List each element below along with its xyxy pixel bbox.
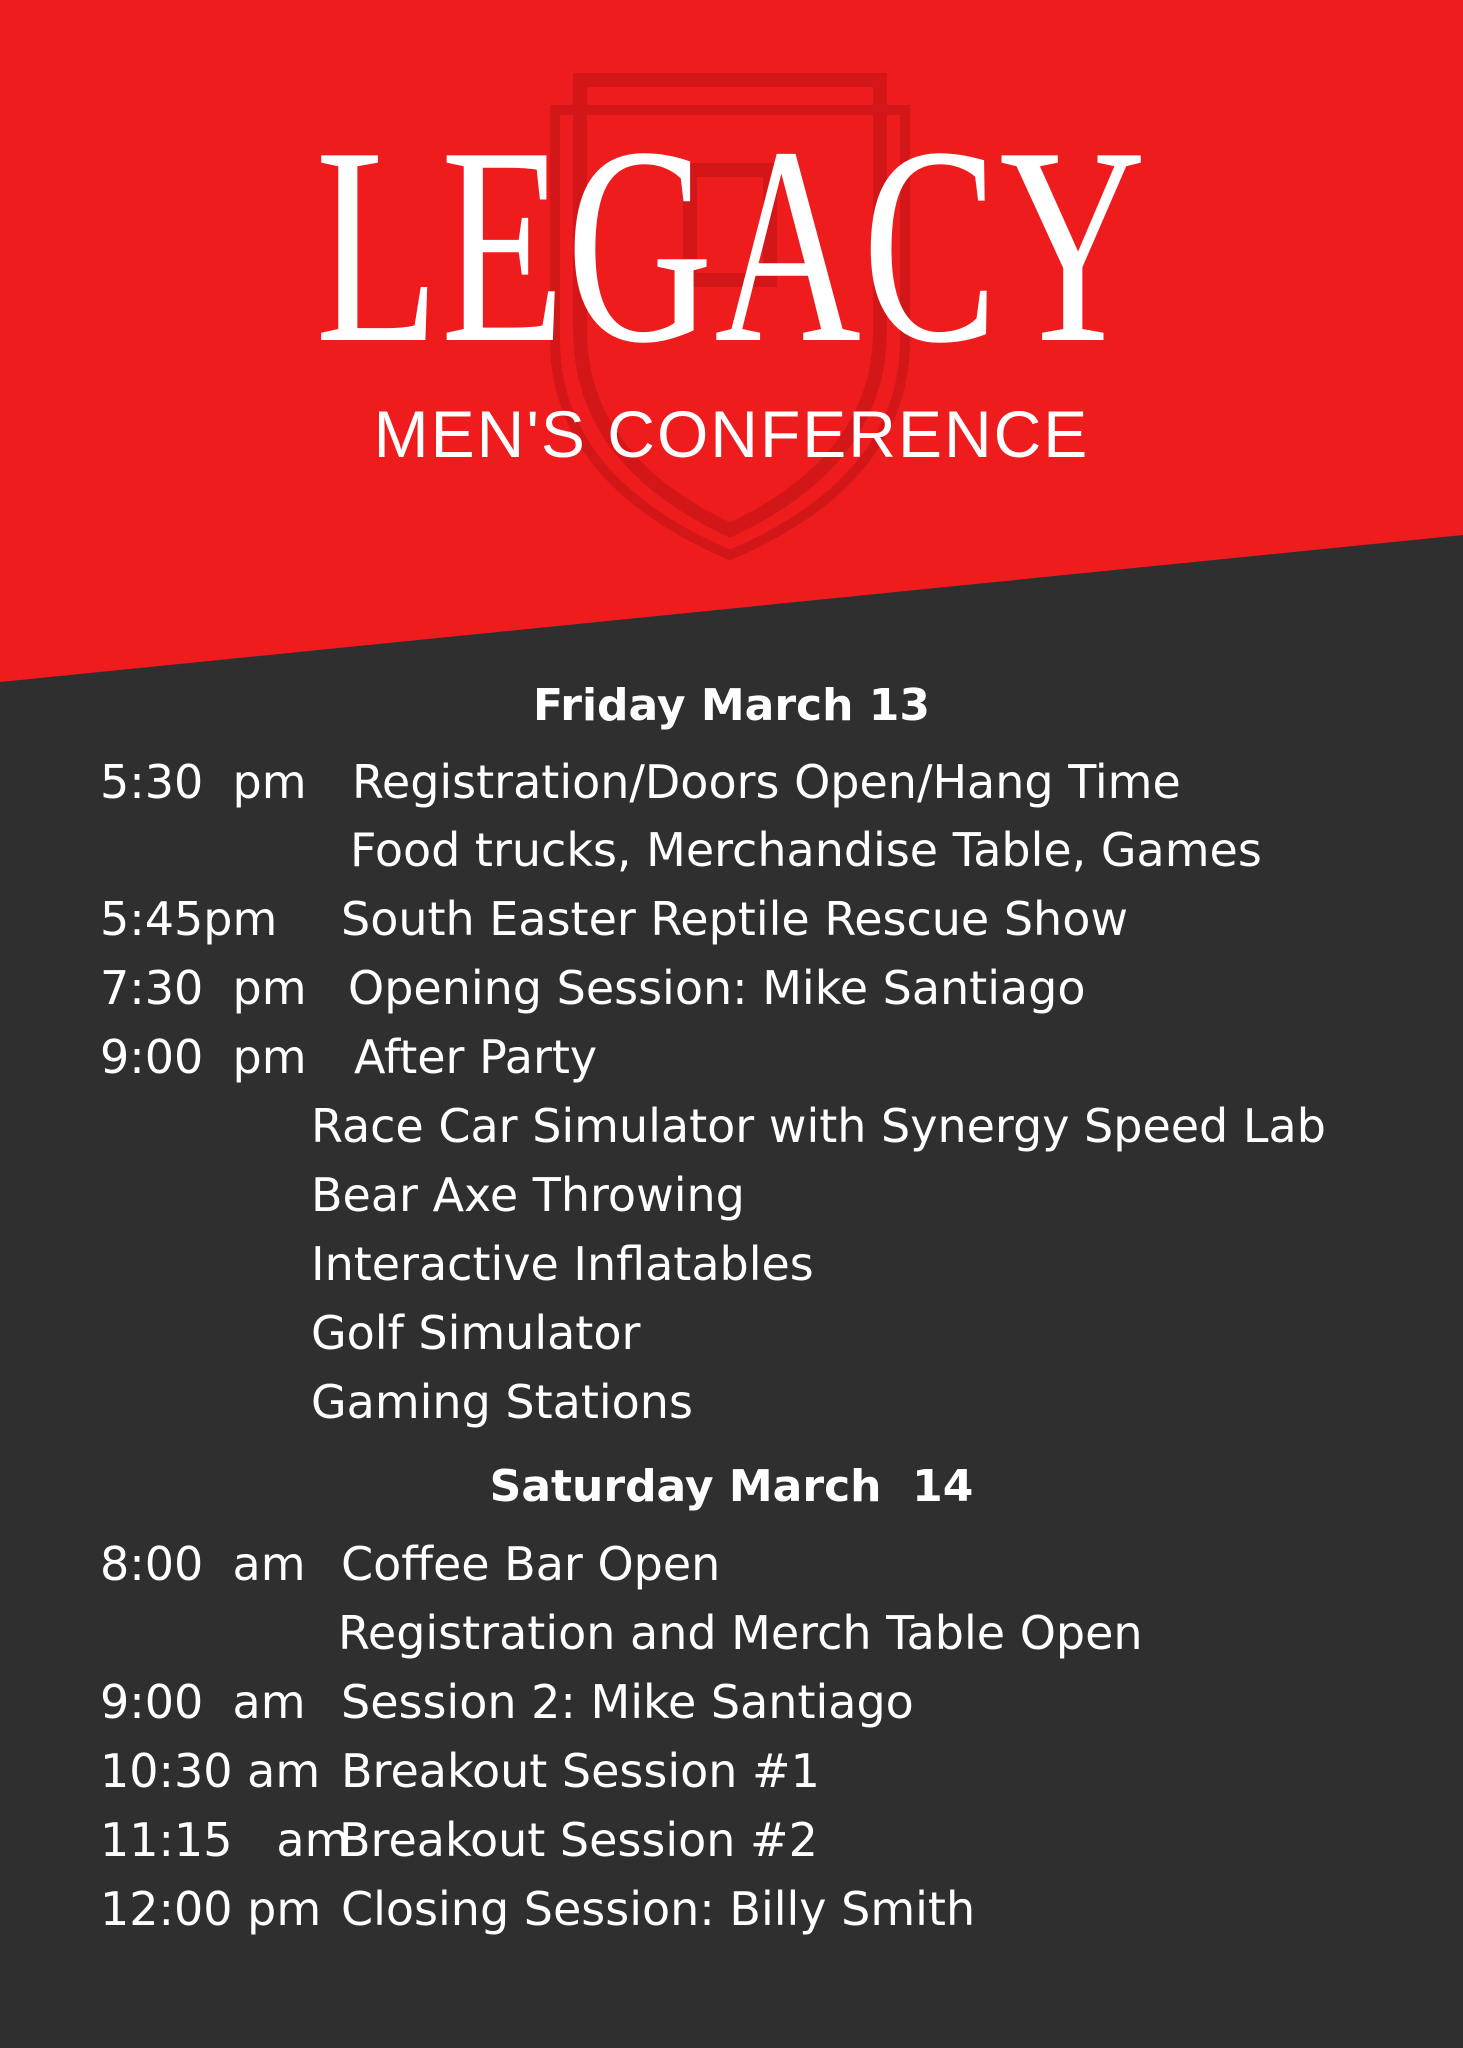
schedule-row (0, 1301, 1463, 1365)
schedule-event: Golf Simulator (311, 1306, 641, 1360)
schedule-event: After Party (354, 1030, 598, 1084)
schedule-time: 5:45pm (100, 892, 278, 946)
schedule-time: 8:00 am (100, 1537, 306, 1591)
schedule-row (0, 887, 1463, 951)
schedule-row (0, 1025, 1463, 1089)
schedule-row (0, 1370, 1463, 1434)
schedule-row (0, 1808, 1463, 1872)
schedule-time: 11:15 am (100, 1813, 350, 1867)
friday-heading: Friday March 13 (533, 680, 930, 731)
schedule-row (0, 1232, 1463, 1296)
schedule-event: South Easter Reptile Rescue Show (341, 892, 1128, 946)
schedule-event: Gaming Stations (311, 1375, 693, 1429)
schedule-event: Breakout Session #1 (341, 1744, 820, 1798)
schedule-row (0, 818, 1463, 882)
schedule-event: Food trucks, Merchandise Table, Games (350, 823, 1262, 877)
schedule-time: 5:30 pm (100, 755, 307, 809)
schedule-row (0, 956, 1463, 1020)
saturday-heading: Saturday March 14 (489, 1461, 974, 1512)
schedule-time: 7:30 pm (100, 961, 307, 1015)
schedule-event: Registration/Doors Open/Hang Time (352, 755, 1181, 809)
schedule-event: Registration and Merch Table Open (338, 1606, 1143, 1660)
schedule-time: 9:00 pm (100, 1030, 307, 1084)
schedule-row (0, 1670, 1463, 1734)
schedule-row (0, 1532, 1463, 1596)
schedule-event: Breakout Session #2 (339, 1813, 818, 1867)
schedule-event: Race Car Simulator with Synergy Speed Lab (311, 1099, 1326, 1153)
schedule-row (0, 1601, 1463, 1665)
schedule-event: Session 2: Mike Santiago (341, 1675, 914, 1729)
schedule-event: Interactive Inflatables (311, 1237, 814, 1291)
schedule-row (0, 1094, 1463, 1158)
schedule-event: Bear Axe Throwing (311, 1168, 745, 1222)
schedule-event: Opening Session: Mike Santiago (348, 961, 1086, 1015)
schedule-time: 10:30 am (100, 1744, 321, 1798)
schedule-event: Closing Session: Billy Smith (341, 1882, 976, 1936)
schedule-time: 9:00 am (100, 1675, 306, 1729)
conference-logo-subtitle: MEN'S CONFERENCE (373, 397, 1090, 471)
conference-logo-title: LEGACY (315, 89, 1148, 401)
schedule-time: 12:00 pm (100, 1882, 322, 1936)
schedule-event: Coffee Bar Open (341, 1537, 721, 1591)
schedule-row (0, 750, 1463, 814)
schedule-row (0, 1739, 1463, 1803)
schedule-row (0, 1877, 1463, 1941)
schedule-row (0, 1163, 1463, 1227)
